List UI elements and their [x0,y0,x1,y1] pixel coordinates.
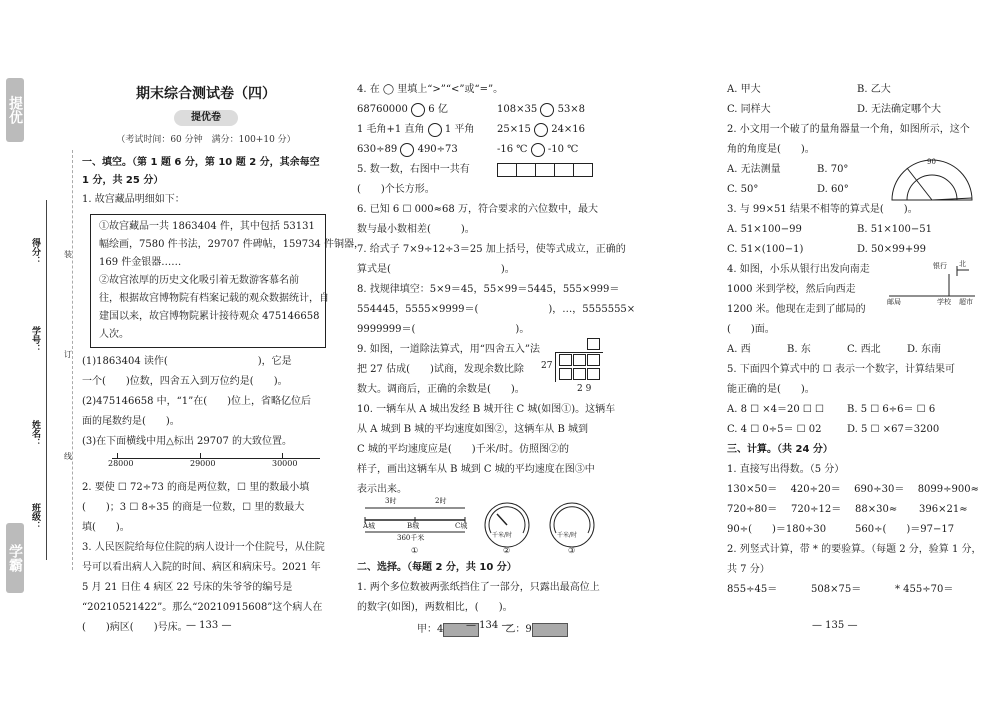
q-line: 能正确的是( )。 [727,384,815,395]
mark-banner: 学霸 [6,523,24,593]
q6-line: 6. 已知 6 ☐ 000≈68 万，符合要求的六位数中，最大 [357,204,598,215]
choice-q1: 的数字(如图)，两数相比，( )。 [357,602,513,613]
calc-item: 720÷80＝ [727,504,778,515]
info-line: ②故宫浓厚的历史文化吸引着无数游客慕名前 [99,275,299,286]
calc-item: 508×75＝ [811,584,862,595]
tick-label: 28000 [108,459,134,468]
q1-stem: 1. 故宫藏品明细如下： [82,194,185,205]
compare-right: 53×8 [557,104,586,115]
distance-label: 360千米 [397,534,425,542]
card-b-label: 乙：9 [505,624,532,635]
q10-line: 样子，画出这辆车从 B 城到 C 城的平均速度在图③中 [357,464,595,475]
q9-line: 把 27 估成( )试商，发现余数比除 [357,364,524,375]
compare-right: 6 亿 [428,104,448,115]
q2-line1: 2. 要使 ☐ 72÷73 的商是两位数，☐ 里的数最小填 [82,482,310,493]
q9-line: 数大。调商后，正确的余数是( )。 [357,384,525,395]
fill-line [46,200,47,560]
info-line: 建国以来，故宫博物院累计接待观众 475146658 [99,311,320,322]
page-135 [727,80,982,600]
calc-item: 420÷20＝ [790,484,841,495]
exam-note: （考试时间：60 分钟 满分：100+10 分） [116,135,296,145]
info-box [90,214,364,348]
city-c: C城 [455,522,468,530]
compare-right: 1 平角 [444,124,475,135]
option[interactable]: D. 5 ☐ ×67＝3200 [847,424,940,435]
options-row [727,100,979,120]
page-134 [357,80,636,640]
q9-line: 9. 如图，一道除法算式，用“四舍五入”法 [357,344,540,355]
q-line: 5. 下面四个算式中的 ☐ 表示一个数字，计算结果可 [727,364,956,375]
page-number-133: — 133 — [186,620,232,631]
figure-label: ② [503,546,511,555]
compare-left: 630÷89 [357,144,398,155]
section-choice: 二、选择。（每题 2 分，共 10 分） [357,562,517,573]
division-figure [541,338,613,400]
binding-strip [0,0,75,707]
choice-q1: 1. 两个多位数被两张纸挡住了一部分，只露出最高位上 [357,582,600,593]
compare-left: 68760000 [357,104,408,115]
calc-item: * 455÷70＝ [895,584,954,595]
option[interactable]: D. 东南 [907,344,942,355]
q-line: 1000 米到学校，然后向西走 [727,284,856,295]
brand-banner: 提优 [6,78,24,142]
map-bank: 银行 [933,262,947,270]
gauge-unit: 千米/时 [557,532,578,539]
compare-left: -16 ℃ [497,144,528,155]
compare-right: 24×16 [551,124,586,135]
option[interactable]: B. 51×100−51 [857,224,932,235]
info-line: 169 件金银器…… [99,257,182,268]
calc-item: 560÷( )＝97−17 [855,524,955,535]
compare-circle[interactable] [534,123,548,137]
calc-item: 88×30≈ [855,504,898,515]
option[interactable]: C. 51×(100−1) [727,244,804,255]
label-name: 姓名： [30,420,40,447]
fold-text-1: 装 [64,250,72,259]
calc-row [727,480,979,500]
time-label: 3时 [385,497,397,505]
compare-circle[interactable] [411,103,425,117]
exam-title: 期末综合测试卷（四） [136,86,276,102]
calc-item: 396×21≈ [919,504,968,515]
info-line: 人次。 [99,329,129,340]
option[interactable]: A. 8 ☐ ×4＝20 ☐ ☐ [727,404,825,415]
q3-line: 3. 人民医院给每位住院的病人设计一个住院号，从住院 [82,542,325,553]
info-line: 往，根据故宫博物院有档案记载的观众数据统计，自 [99,293,329,304]
option[interactable]: B. 东 [787,344,811,355]
label-score: 得分： [30,238,40,265]
rectangle-figure [497,163,593,177]
compare-circle[interactable] [428,123,442,137]
info-line: 幅绘画，7580 件书法，29707 件碑帖，159734 件铜器， [99,239,364,250]
info-line: ①故宫藏品一共 1863404 件，其中包括 53131 [99,221,315,232]
calc-row [727,580,979,600]
q-line: 4. 如图，小乐从银行出发向南走 [727,264,870,275]
calc-item: 690÷30＝ [854,484,905,495]
option[interactable]: C. 西北 [847,344,881,355]
page-133 [82,80,364,638]
label-id: 学号： [30,326,40,353]
q1-part1: (1)1863404 读作( )，它是 [82,356,292,367]
gauge-unit: 千米/时 [492,532,513,539]
compare-left: 25×15 [497,124,531,135]
q3-line: “20210521422”。那么“20210915608”这个病人在 [82,602,323,613]
route-gauges [357,500,625,558]
options-row [727,400,979,420]
q10-figures [357,497,625,558]
label-class: 班级： [30,503,40,530]
tick-label: 30000 [272,459,298,468]
option[interactable]: C. 50° [727,184,759,195]
remainder-digits: 2 9 [577,384,592,394]
q-line: 共 7 分） [727,564,770,575]
fold-text-3: 线 [64,452,72,461]
number-line [82,452,330,478]
q3-line: ( )病区( )号床。 [82,622,188,633]
q10-line: 从 A 城到 B 城的平均速度如图②，这辆车从 B 城到 [357,424,588,435]
q7-line: 7. 给式子 7×9÷12÷3＝25 加上括号，使等式成立，正确的 [357,244,626,255]
protractor-label: 90 [927,158,936,166]
q1-part3: (3)在下面横线中用△标出 29707 的大致位置。 [82,436,293,447]
q6-line: 数与最小数相差( )。 [357,224,475,235]
figure-label: ① [411,546,419,555]
q7-line: 算式是( )。 [357,264,515,275]
compare-row [357,100,625,120]
option[interactable]: A. 无法测量 [727,164,781,175]
page-number-135: — 135 — [812,620,858,631]
divisor: 27 [541,361,553,371]
q10-line: 表示出来。 [357,484,407,495]
q1-part2b: 面的尾数约是( )。 [82,416,180,427]
option[interactable]: B. 70° [817,164,849,175]
figure-label: ③ [568,546,576,555]
q9 [357,340,625,400]
map-school: 学校 [937,298,951,306]
option[interactable]: B. 乙大 [857,84,891,95]
options-row [727,420,979,440]
q10-line: C 城的平均速度应是( )千米/时。仿照图②的 [357,444,570,455]
q-line: 3. 与 99×51 结果不相等的算式是( )。 [727,204,918,215]
option[interactable]: A. 51×100−99 [727,224,802,235]
section-fill: 一、填空。（第 1 题 6 分，第 10 题 2 分，其余每空 1 分，共 25 分） [82,157,320,186]
time-label: 2时 [435,497,447,505]
options-row [727,220,979,240]
compare-right: -10 ℃ [547,144,579,155]
map-north: 北 [959,260,966,268]
compare-circle[interactable] [400,143,414,157]
q5-line: 5. 数一数，右图中一共有 [357,164,470,175]
q8-line: 9999999＝( )。 [357,324,530,335]
q-line: 角的角度是( )。 [727,144,815,155]
compare-left: 1 毛角+1 直角 [357,124,425,135]
option[interactable]: C. 同样大 [727,104,771,115]
option[interactable]: B. 5 ☐ 6÷6＝ ☐ 6 [847,404,936,415]
calc-item: 720÷12＝ [791,504,842,515]
q10-line: 10. 一辆车从 A 城出发经 B 城开往 C 城(如图①)。这辆车 [357,404,616,415]
options-row [727,80,979,100]
tick-label: 29000 [190,459,216,468]
q1-part1b: 一个( )位数，四舍五入到万位约是( )。 [82,376,288,387]
q2-line3: 填( )。 [82,522,130,533]
compare-right: 490÷73 [417,144,458,155]
q8-line: 8. 找规律填空：5×9＝45，55×99＝5445，555×999＝ [357,284,620,295]
option[interactable]: A. 甲大 [727,84,761,95]
calc-item: 8099÷900≈ [917,484,979,495]
q2-protractor [727,120,979,200]
q-line: 2. 列竖式计算，带 * 的要验算。（每题 2 分，验算 1 分， [727,544,982,555]
city-b: B城 [407,522,420,530]
q2-line2: ( )；3 ☐ 8÷35 的商是一位数，☐ 里的数最大 [82,502,305,513]
calc-row [727,500,979,520]
compare-left: 108×35 [497,104,538,115]
compare-circle[interactable] [531,143,545,157]
section-calc: 三、计算。（共 24 分） [727,444,833,455]
option[interactable]: D. 50×99+99 [857,244,926,255]
fold-text-2: 订 [64,350,72,359]
q5 [357,160,625,200]
fold-line [72,150,73,570]
options-row [727,340,979,360]
calc-item: 855÷45＝ [727,584,778,595]
compare-row [357,120,625,140]
compare-row [357,140,625,160]
q-line: 1. 直接写出得数。（5 分） [727,464,845,475]
compare-circle[interactable] [540,103,554,117]
q5-line: ( )个长方形。 [357,184,435,195]
map-post: 邮局 [887,298,901,306]
city-a: A城 [363,522,376,530]
map-market: 超市 [959,298,973,306]
card-a-label: 甲：4 [417,624,444,635]
q3-line: 号可以看出病人入院的时间、病区和病床号。2021 年 [82,562,321,573]
q1-part2: (2)475146658 中，“1”在( )位上，省略亿位后 [82,396,311,407]
calc-item: 130×50＝ [727,484,778,495]
q-line: ( )面。 [727,324,775,335]
calc-row [727,520,979,540]
q4-map [727,260,979,340]
q-line: 1200 米。他现在走到了邮局的 [727,304,866,315]
q8-line: 554445，5555×9999＝( )，…，5555555× [357,304,636,315]
option[interactable]: A. 西 [727,344,751,355]
option[interactable]: D. 无法确定哪个大 [857,104,942,115]
page-number-134: — 134 — [466,620,512,631]
exam-badge: 提优卷 [174,110,238,126]
q4-stem: 4. 在 ◯ 里填上“>”“<”或“=”。 [357,84,504,95]
option[interactable]: D. 60° [817,184,849,195]
calc-item: 90÷( )＝180÷30 [727,524,827,535]
q-line: 2. 小文用一个破了的量角器量一个角，如图所示，这个 [727,124,970,135]
q3-line: 5 月 21 日住 4 病区 22 号床的朱爷爷的编号是 [82,582,293,593]
options-row [727,240,979,260]
option[interactable]: C. 4 ☐ 0÷5＝ ☐ 02 [727,424,822,435]
